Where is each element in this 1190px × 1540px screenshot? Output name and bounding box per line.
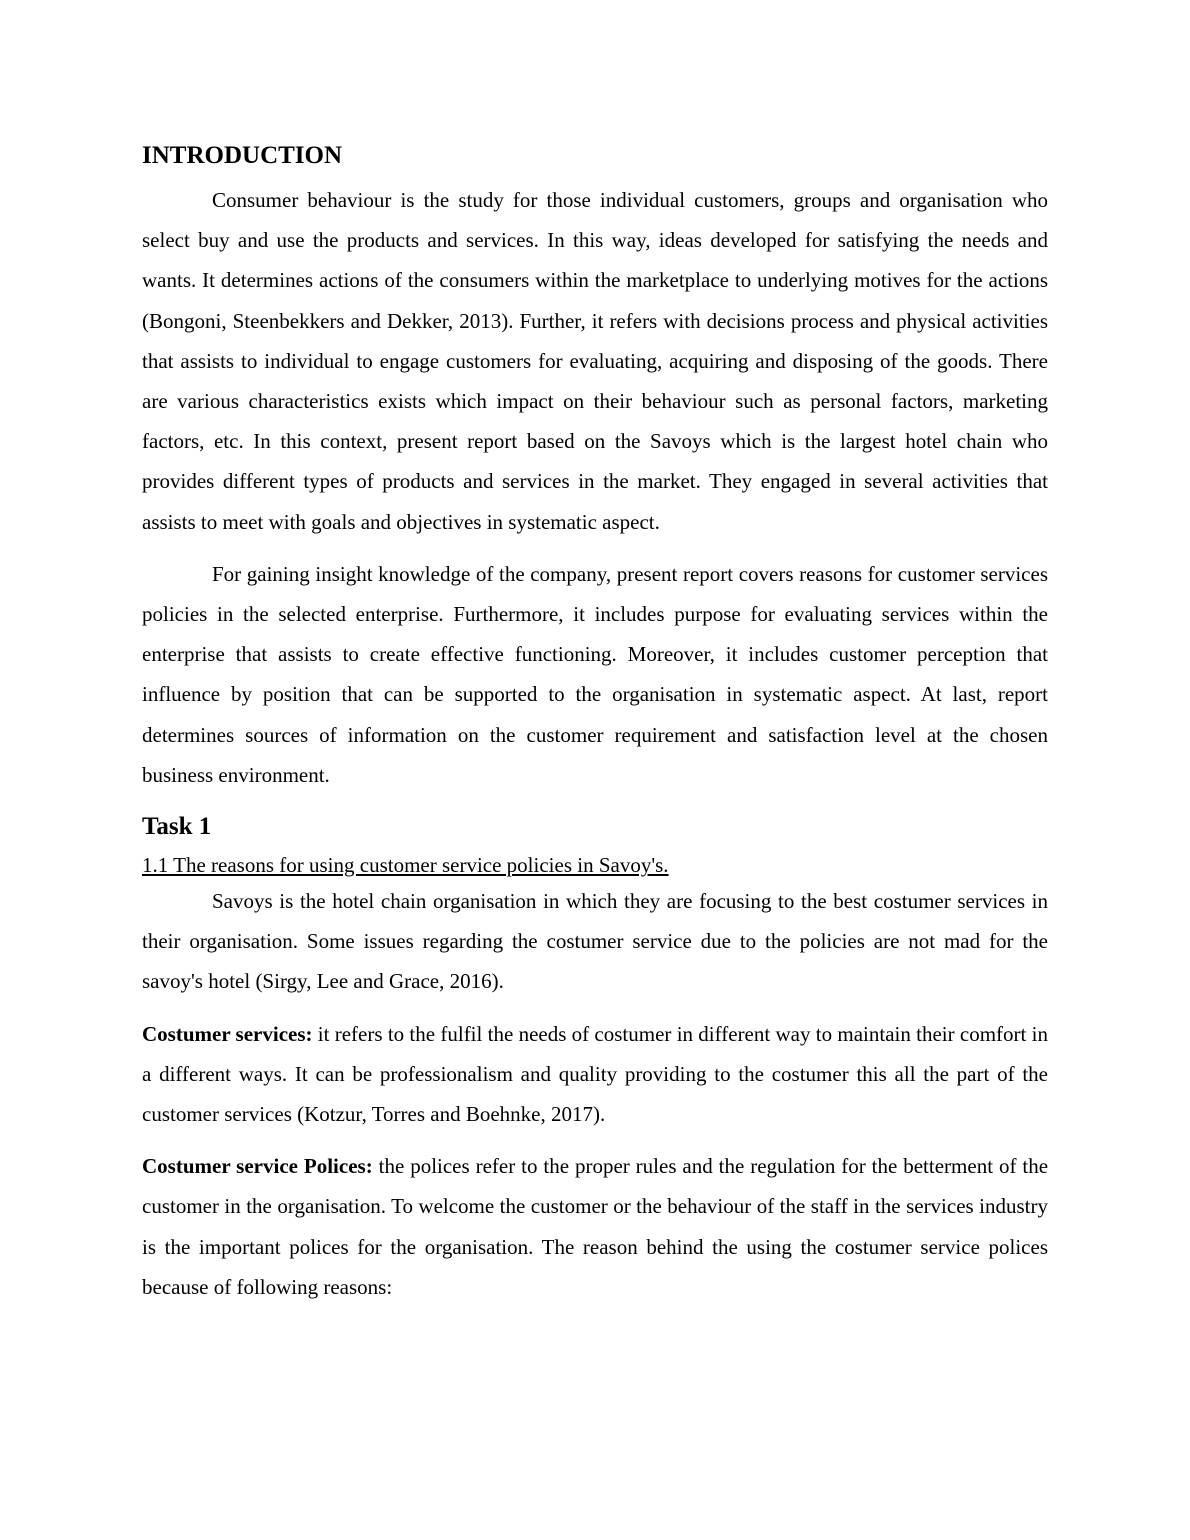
task-paragraph-1: Savoys is the hotel chain organisation in which they are focusing to the best costumer services in their organisation. Some issues regarding the costumer service due to the policies are not mad for the savoy's hotel (Sirgy, Lee and Grace, 2016).: [142, 889, 1048, 994]
intro-paragraph-2: For gaining insight knowledge of the company, present report covers reasons for customer services policies in the selected enterprise. Furthermore, it includes purpose for evaluating services within the enterprise that assists to create effective functioning. Moreover, it includes customer perception that influence by position that can be supported to the organisation in systematic aspect. At last, report determines sources of information on the customer requirement and satisfaction level at the chosen business environment.: [142, 561, 1048, 787]
costumer-services-text: it refers to the fulfil the needs of costumer in different way to maintain their comfort in a different ways. It can be professionalism and quality providing to the costumer this all the part of the customer services (Kotzur, Torres and Boehnke, 2017).: [142, 1021, 1048, 1127]
document-page: [142, 138, 1048, 1319]
introduction-heading: INTRODUCTION: [142, 142, 343, 169]
service-polices-text: the polices refer to the proper rules and the regulation for the betterment of the customer in the organisation. To welcome the customer or the behaviour of the staff in the services industry is the important polices for the organisation. The reason behind the using the costumer service polices because of following reasons:: [142, 1154, 1049, 1299]
task-1-heading: Task 1: [142, 813, 212, 841]
section-1-1-heading: 1.1 The reasons for using customer service policies in Savoy's.: [142, 853, 669, 878]
intro-paragraph-1: Consumer behaviour is the study for those individual customers, groups and organisation who select buy and use the products and services. In this way, ideas developed for satisfying the needs and wants. It determines actions of the consumers within the marketplace to underlying motives for the actions (Bongoni, Steenbekkers and Dekker, 2013). Further, it refers with decisions process and physical activities that assists to individual to engage customers for evaluating, acquiring and disposing of the goods. There are various characteristics exists which impact on their behaviour such as personal factors, marketing factors, etc. In this context, present report based on the Savoys which is the largest hotel chain who provides different types of products and services in the market. They engaged in several activities that assists to meet with goals and objectives in systematic aspect.: [142, 188, 1048, 534]
service-polices-paragraph: [142, 1146, 1048, 1307]
service-polices-term: Costumer service Polices:: [142, 1154, 373, 1179]
costumer-services-term: Costumer services:: [142, 1021, 313, 1046]
costumer-services-paragraph: [142, 1014, 1048, 1135]
